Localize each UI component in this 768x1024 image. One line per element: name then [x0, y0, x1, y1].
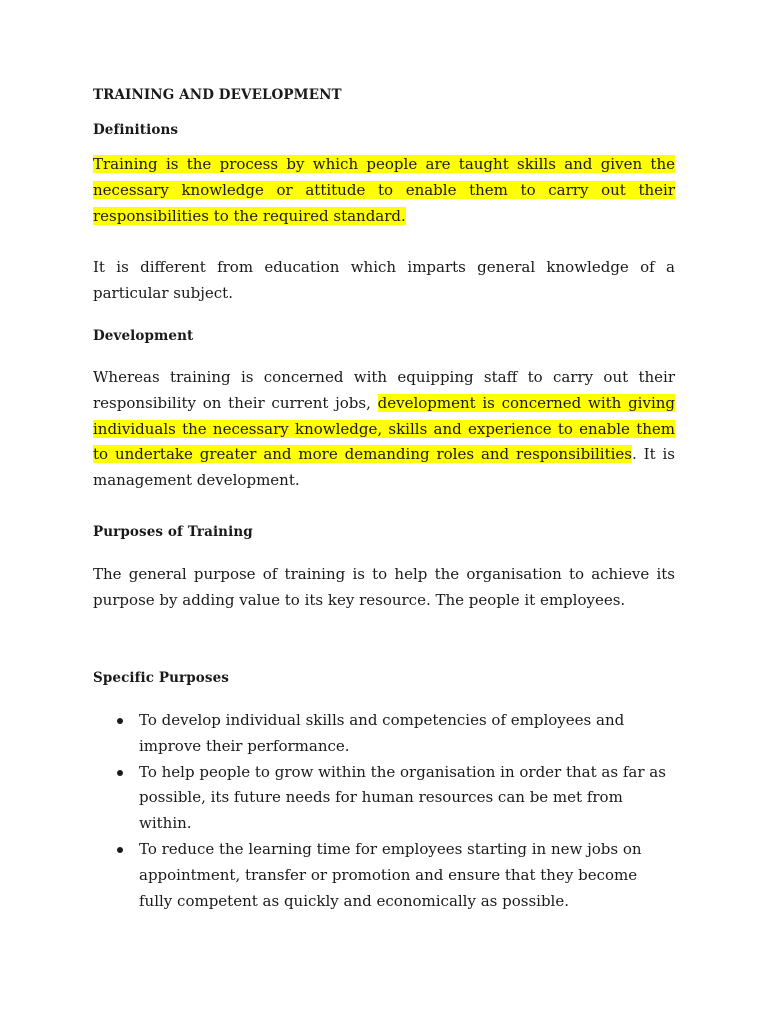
specific-purposes-list [93, 708, 675, 914]
specific-purposes-heading: Specific Purposes [93, 670, 229, 686]
list-item: To reduce the learning time for employees starting in new jobs on appointment, transfer or promotion and ensure that they become fully competent as quickly and economically as possible. [93, 837, 675, 914]
training-definition [93, 152, 675, 229]
development-paragraph [93, 365, 675, 494]
list-item: To develop individual skills and competencies of employees and improve their performance. [93, 708, 675, 760]
document-title: TRAINING AND DEVELOPMENT [93, 87, 342, 103]
list-item: To help people to grow within the organisation in order that as far as possible, its future needs for human resources can be met from within. [93, 760, 675, 837]
training-definition-highlight: Training is the process by which people are taught skills and given the necessary knowledge or attitude to enable them to carry out their responsibilities to the required standard. [93, 155, 675, 225]
purposes-paragraph: The general purpose of training is to help the organisation to achieve its purpose by adding value to its key resource. The people it employees. [93, 565, 675, 609]
purposes-heading: Purposes of Training [93, 524, 253, 540]
definitions-heading: Definitions [93, 122, 179, 138]
development-heading: Development [93, 328, 194, 344]
development-paragraph-highlight: development is concerned with giving individuals the necessary knowledge, skills and experience to enable them to undertake greater and more demanding roles and responsibilities [93, 393, 675, 464]
development-paragraph-end: . It is management development. [93, 445, 675, 490]
development-paragraph-start: Whereas training is concerned with equipping staff to carry out their responsibility on their current jobs, [93, 368, 675, 412]
education-note: It is different from education which imparts general knowledge of a particular subject. [93, 258, 675, 302]
